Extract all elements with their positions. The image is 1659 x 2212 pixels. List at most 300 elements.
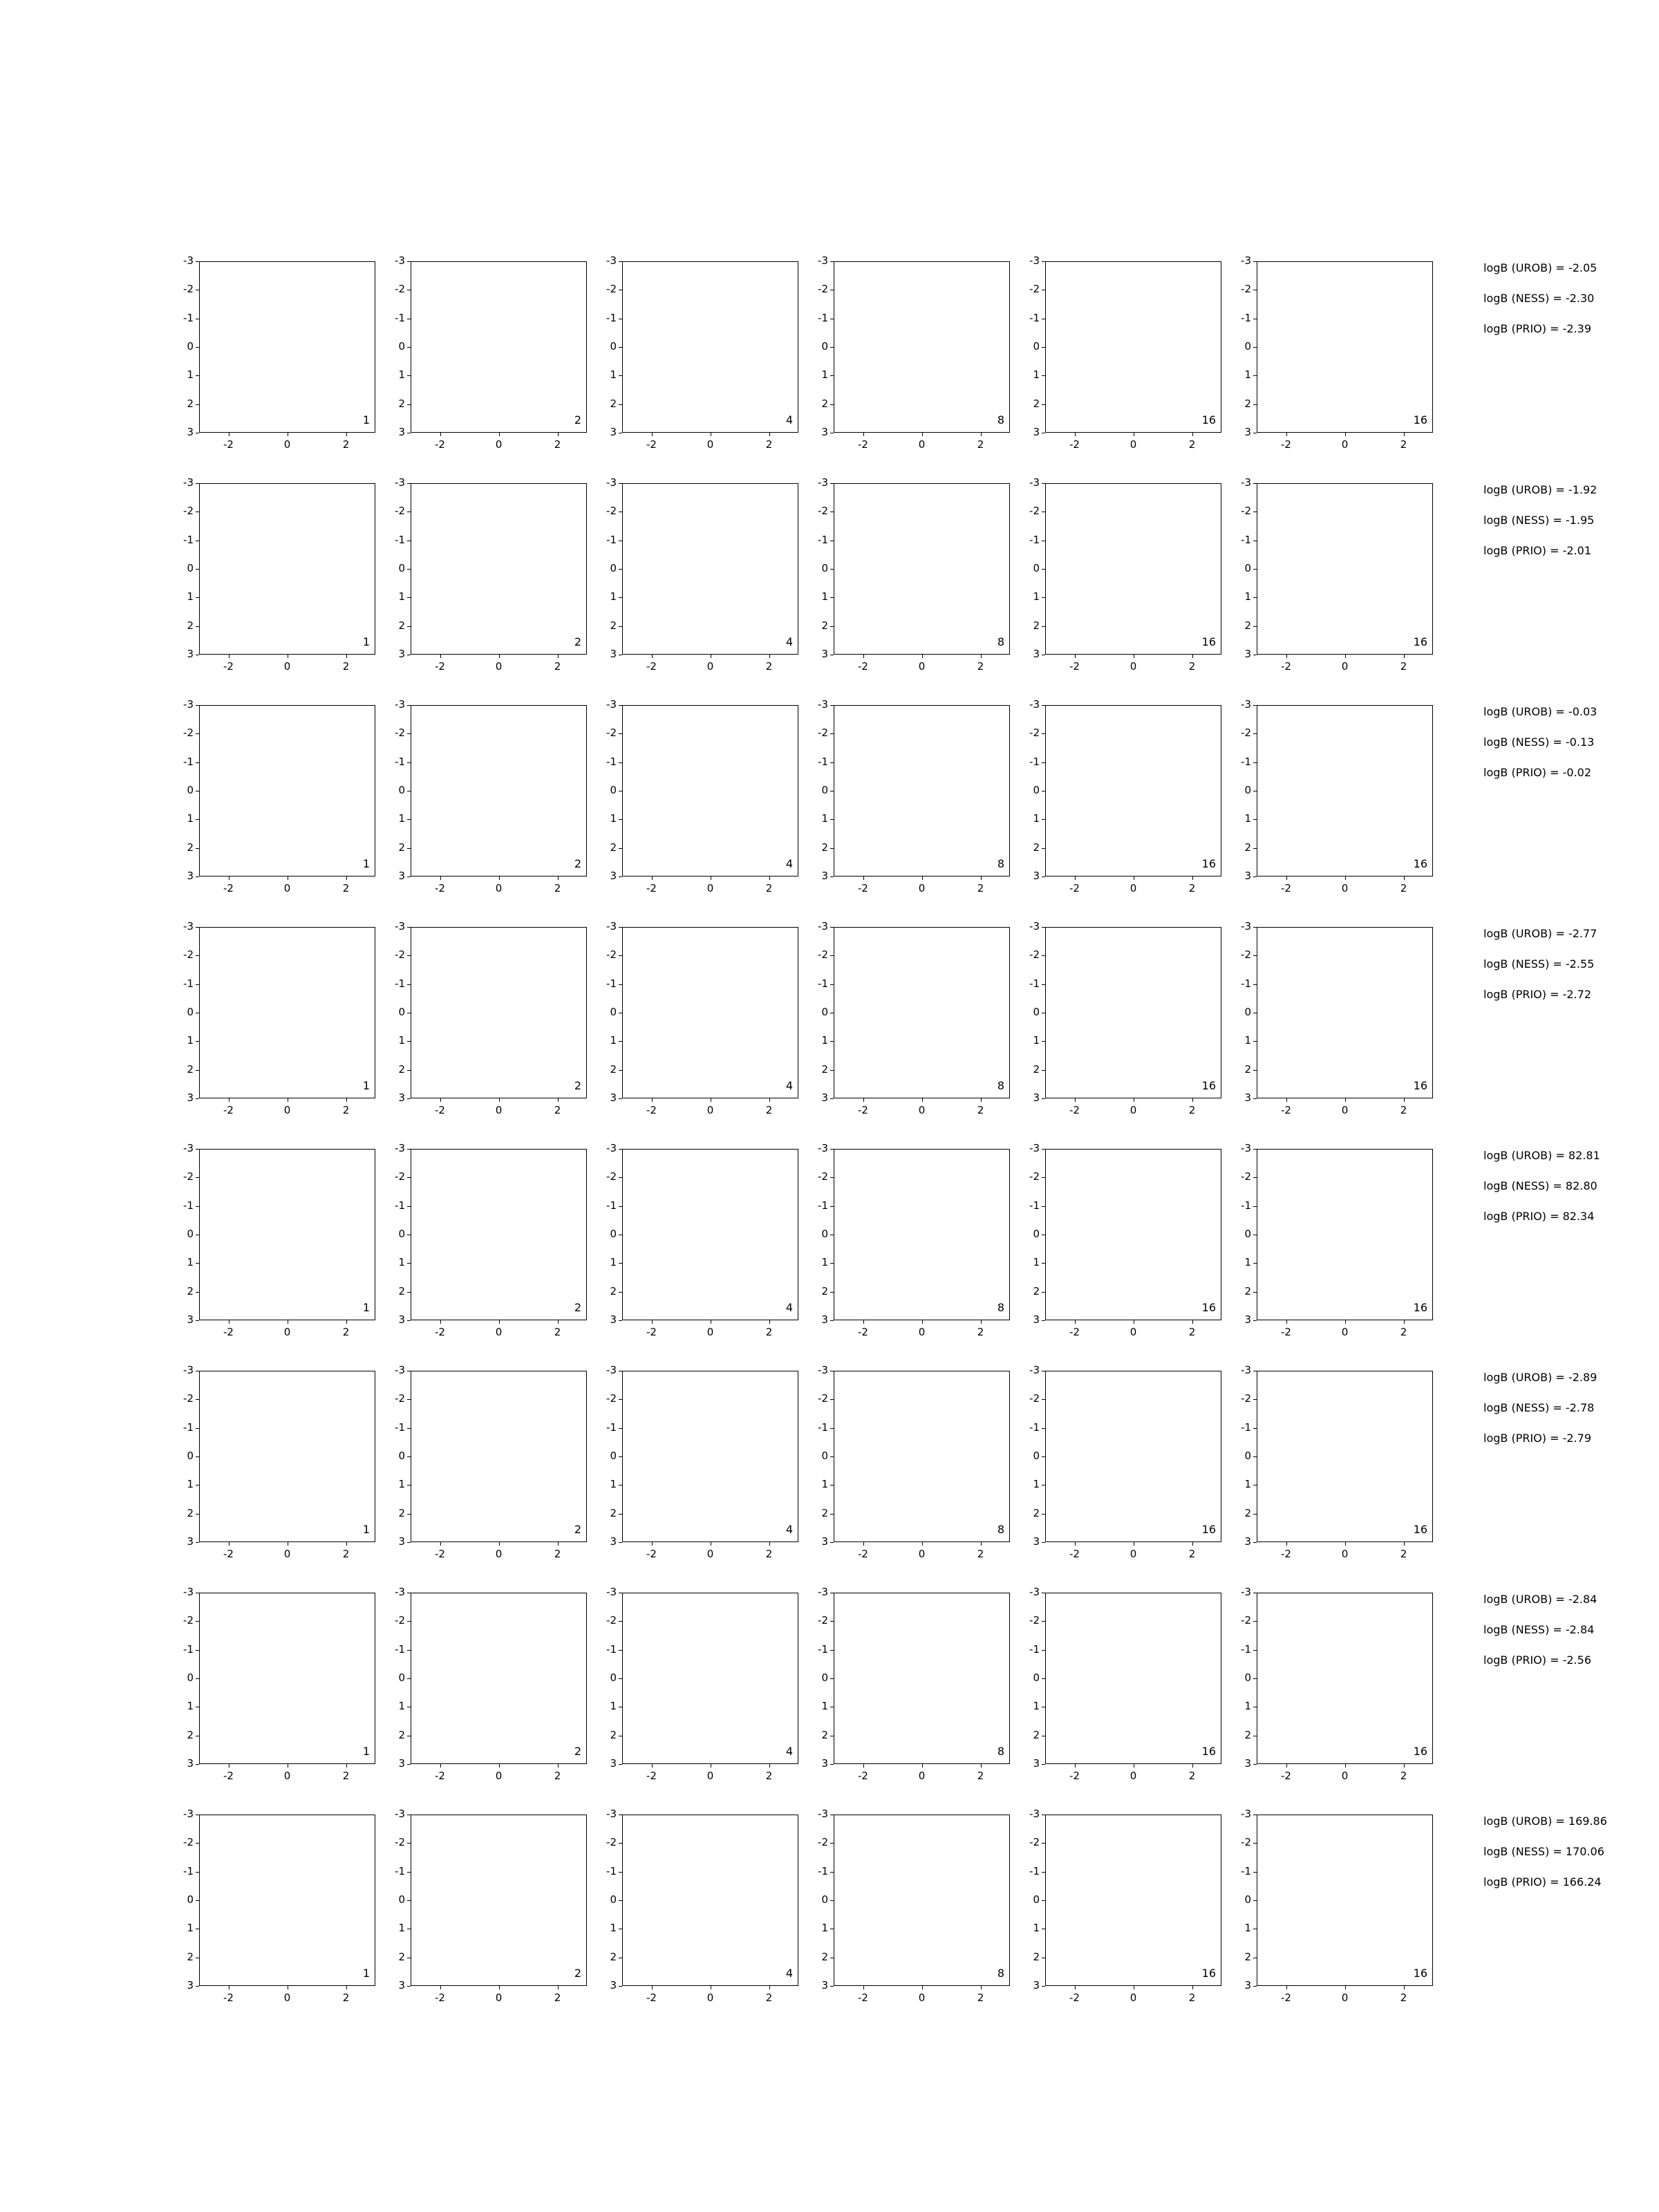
- y-tick: [1042, 1041, 1045, 1042]
- y-tick-label: 0: [821, 562, 828, 574]
- subplot-count-label: 2: [574, 857, 581, 870]
- y-tick: [619, 1986, 622, 1987]
- y-tick: [619, 705, 622, 706]
- y-tick-label: -2: [1241, 505, 1251, 518]
- x-tick: [440, 1098, 441, 1102]
- x-tick-label: -2: [646, 660, 657, 673]
- y-tick: [830, 848, 834, 849]
- x-tick: [922, 877, 923, 880]
- y-tick-label: -1: [1029, 755, 1040, 768]
- x-tick-label: 2: [342, 1104, 350, 1116]
- y-tick-label: 3: [187, 1757, 194, 1770]
- y-tick-label: 3: [1244, 870, 1251, 882]
- subplot-count-label: 4: [785, 1301, 793, 1314]
- subplot-axes: [1045, 1371, 1221, 1542]
- x-tick: [1345, 1764, 1346, 1768]
- x-tick-label: -2: [858, 1770, 868, 1782]
- subplot-count-label: 2: [574, 1967, 581, 1980]
- x-tick: [981, 877, 982, 880]
- y-tick-label: -3: [183, 1586, 194, 1598]
- y-tick-label: -1: [818, 755, 828, 768]
- x-tick-label: 2: [1400, 1991, 1407, 2004]
- y-tick-label: 3: [821, 426, 828, 438]
- logb-line: logB (UROB) = 169.86: [1483, 1815, 1607, 1828]
- y-tick-label: 2: [1244, 841, 1251, 854]
- subplot-axes: [1045, 927, 1221, 1098]
- x-tick-label: -2: [223, 882, 234, 894]
- x-tick-label: 0: [283, 660, 291, 673]
- x-tick: [1192, 1764, 1193, 1768]
- logb-line: logB (NESS) = 170.06: [1483, 1845, 1604, 1858]
- logb-line: logB (NESS) = -2.78: [1483, 1401, 1595, 1414]
- y-tick-label: 2: [821, 397, 828, 410]
- y-tick: [1253, 705, 1257, 706]
- y-tick-label: -2: [395, 1170, 405, 1183]
- x-tick-label: 0: [495, 1104, 503, 1116]
- y-tick: [196, 927, 199, 928]
- x-tick-label: 2: [1400, 1548, 1407, 1560]
- logb-annotation-block: [1483, 1150, 1600, 1241]
- x-tick: [1286, 1098, 1287, 1102]
- y-tick-label: 2: [398, 619, 405, 632]
- y-tick: [619, 597, 622, 598]
- y-tick-label: 3: [821, 1091, 828, 1104]
- x-tick: [558, 433, 559, 436]
- x-tick-label: 0: [283, 438, 291, 451]
- y-tick-label: -3: [818, 1142, 828, 1154]
- y-tick-label: 1: [187, 1922, 194, 1935]
- y-tick: [1253, 1900, 1257, 1901]
- subplot-axes: [1045, 483, 1221, 655]
- y-tick: [619, 404, 622, 405]
- y-tick-label: 2: [398, 1284, 405, 1297]
- y-tick-label: 1: [610, 590, 617, 603]
- x-tick-label: 2: [554, 1991, 561, 2004]
- subplot-axes: [411, 1815, 587, 1986]
- y-tick-label: 1: [1244, 368, 1251, 382]
- y-tick: [1042, 1263, 1045, 1264]
- x-tick: [863, 877, 864, 880]
- subplot-count-label: 1: [362, 1301, 370, 1314]
- x-tick-label: 2: [1188, 438, 1196, 451]
- y-tick-label: 2: [821, 1506, 828, 1519]
- y-tick-label: -3: [1241, 254, 1251, 267]
- subplot-axes: [622, 261, 798, 433]
- subplot-axes: [411, 927, 587, 1098]
- subplot-count-label: 16: [1201, 1523, 1216, 1536]
- x-tick-label: 2: [977, 1326, 984, 1338]
- y-tick-label: -3: [183, 254, 194, 267]
- x-tick-label: 2: [1188, 660, 1196, 673]
- x-tick-label: 0: [283, 1548, 291, 1560]
- y-tick-label: -2: [395, 727, 405, 740]
- y-tick-label: -1: [395, 1642, 405, 1656]
- y-tick-label: -2: [1241, 948, 1251, 962]
- y-tick-label: 3: [821, 1979, 828, 1991]
- y-tick-label: -3: [183, 1808, 194, 1820]
- y-tick-label: 1: [398, 1034, 405, 1047]
- y-tick: [407, 1292, 411, 1293]
- x-tick: [1345, 877, 1346, 880]
- y-tick: [407, 1843, 411, 1844]
- y-tick: [1042, 1900, 1045, 1901]
- y-tick-label: 3: [1033, 1757, 1040, 1770]
- y-tick-label: 2: [610, 841, 617, 854]
- y-tick-label: -2: [818, 1836, 828, 1849]
- y-tick: [196, 733, 199, 734]
- y-tick: [1253, 1263, 1257, 1264]
- y-tick: [407, 1428, 411, 1429]
- x-tick-label: 2: [765, 1770, 773, 1782]
- x-tick-label: -2: [1069, 660, 1080, 673]
- x-tick-label: 0: [495, 1548, 503, 1560]
- y-tick-label: -2: [395, 283, 405, 296]
- x-tick: [558, 1542, 559, 1546]
- y-tick: [1042, 927, 1045, 928]
- x-tick-label: -2: [1069, 1991, 1080, 2004]
- x-tick-label: 0: [1341, 1548, 1349, 1560]
- x-tick-label: -2: [858, 882, 868, 894]
- y-tick-label: 0: [398, 340, 405, 353]
- y-tick: [196, 1621, 199, 1622]
- y-tick-label: -2: [606, 1614, 617, 1627]
- y-tick-label: 1: [398, 590, 405, 603]
- y-tick-label: 3: [1244, 648, 1251, 660]
- y-tick: [196, 848, 199, 849]
- logb-line: logB (UROB) = -2.05: [1483, 261, 1597, 274]
- y-tick-label: -1: [183, 1421, 194, 1434]
- subplot-count-label: 16: [1201, 857, 1216, 870]
- y-tick: [830, 1986, 834, 1987]
- y-tick: [619, 1900, 622, 1901]
- x-tick: [981, 655, 982, 658]
- logb-line: logB (PRIO) = 166.24: [1483, 1875, 1602, 1888]
- y-tick: [196, 1177, 199, 1178]
- y-tick-label: 1: [187, 1034, 194, 1047]
- y-tick: [619, 762, 622, 763]
- y-tick: [196, 347, 199, 348]
- y-tick-label: -3: [395, 698, 405, 711]
- y-tick-label: 0: [1033, 1228, 1040, 1240]
- subplot-count-label: 16: [1413, 1301, 1427, 1314]
- y-tick: [196, 375, 199, 376]
- x-tick: [1404, 1764, 1405, 1768]
- subplot-axes: [1257, 1815, 1433, 1986]
- y-tick: [619, 1514, 622, 1515]
- y-tick-label: 2: [1033, 1284, 1040, 1297]
- y-tick: [407, 483, 411, 484]
- y-tick: [407, 705, 411, 706]
- logb-annotation-block: [1483, 263, 1597, 354]
- x-tick: [1286, 1986, 1287, 1989]
- y-tick: [1042, 626, 1045, 627]
- y-tick-label: -3: [606, 1808, 617, 1820]
- y-tick-label: 2: [398, 397, 405, 410]
- y-tick-label: -2: [1241, 1170, 1251, 1183]
- x-tick: [981, 1764, 982, 1768]
- y-tick-label: 1: [1244, 1256, 1251, 1269]
- subplot-count-label: 8: [997, 1079, 1004, 1092]
- x-tick: [1192, 655, 1193, 658]
- y-tick: [196, 483, 199, 484]
- x-tick: [863, 1098, 864, 1102]
- y-tick-label: 1: [187, 368, 194, 382]
- y-tick-label: -2: [606, 505, 617, 518]
- y-tick: [407, 1456, 411, 1457]
- y-tick-label: 1: [1244, 812, 1251, 825]
- y-tick-label: -2: [395, 1392, 405, 1405]
- x-tick: [346, 1764, 347, 1768]
- y-tick: [1253, 1098, 1257, 1099]
- y-tick: [619, 347, 622, 348]
- x-tick-label: -2: [646, 1104, 657, 1116]
- x-tick-label: 0: [706, 1770, 714, 1782]
- x-tick: [558, 1764, 559, 1768]
- y-tick-label: -2: [1029, 1392, 1040, 1405]
- x-tick-label: 2: [1400, 1770, 1407, 1782]
- y-tick: [196, 1542, 199, 1543]
- y-tick-label: 2: [187, 619, 194, 632]
- x-tick: [1345, 1098, 1346, 1102]
- x-tick-label: 2: [977, 438, 984, 451]
- y-tick-label: -3: [1241, 1586, 1251, 1598]
- y-tick: [1042, 984, 1045, 985]
- y-tick-label: 2: [1244, 619, 1251, 632]
- subplot-count-label: 8: [997, 1523, 1004, 1536]
- x-tick-label: 0: [918, 660, 926, 673]
- y-tick-label: 2: [1244, 1950, 1251, 1963]
- x-tick: [346, 655, 347, 658]
- subplot-axes: [199, 927, 375, 1098]
- y-tick-label: -3: [606, 254, 617, 267]
- x-tick-label: 2: [342, 1770, 350, 1782]
- y-tick: [1253, 1292, 1257, 1293]
- x-tick-label: 0: [283, 1104, 291, 1116]
- y-tick: [830, 404, 834, 405]
- y-tick-label: -1: [818, 533, 828, 546]
- x-tick: [1192, 1320, 1193, 1324]
- x-tick-label: 0: [706, 660, 714, 673]
- x-tick: [499, 1098, 500, 1102]
- x-tick: [922, 1764, 923, 1768]
- x-tick: [863, 433, 864, 436]
- y-tick: [196, 1149, 199, 1150]
- y-tick-label: -2: [818, 1392, 828, 1405]
- x-tick: [652, 1098, 653, 1102]
- y-tick-label: 3: [1033, 1091, 1040, 1104]
- y-tick-label: -1: [1029, 1421, 1040, 1434]
- x-tick-label: 0: [283, 1326, 291, 1338]
- y-tick: [1042, 955, 1045, 956]
- y-tick: [1042, 848, 1045, 849]
- y-tick: [407, 1320, 411, 1321]
- x-tick-label: -2: [435, 660, 445, 673]
- x-tick: [1345, 1320, 1346, 1324]
- y-tick-label: -3: [183, 698, 194, 711]
- subplot-count-label: 1: [362, 1745, 370, 1758]
- y-tick-label: -1: [818, 977, 828, 990]
- y-tick: [407, 597, 411, 598]
- y-tick-label: 2: [610, 397, 617, 410]
- y-tick-label: -3: [818, 698, 828, 711]
- y-tick-label: -1: [1029, 1642, 1040, 1656]
- y-tick-label: 3: [821, 1535, 828, 1548]
- logb-annotation-block: [1483, 1594, 1597, 1685]
- y-tick: [407, 848, 411, 849]
- x-tick: [1345, 1986, 1346, 1989]
- y-tick: [1253, 1678, 1257, 1679]
- subplot-axes: [1257, 261, 1433, 433]
- y-tick: [1042, 1542, 1045, 1543]
- y-tick: [407, 733, 411, 734]
- y-tick-label: -2: [183, 727, 194, 740]
- y-tick-label: 0: [821, 1228, 828, 1240]
- y-tick-label: -2: [818, 1170, 828, 1183]
- y-tick: [196, 1843, 199, 1844]
- y-tick-label: 0: [398, 1893, 405, 1906]
- y-tick: [619, 848, 622, 849]
- x-tick-label: 0: [1341, 1326, 1349, 1338]
- y-tick-label: -2: [1241, 283, 1251, 296]
- y-tick-label: 2: [1244, 1284, 1251, 1297]
- y-tick-label: -2: [1241, 1836, 1251, 1849]
- subplot-count-label: 4: [785, 1079, 793, 1092]
- x-tick-label: 2: [1400, 438, 1407, 451]
- y-tick-label: -2: [818, 1614, 828, 1627]
- x-tick: [1286, 433, 1287, 436]
- y-tick: [1253, 1456, 1257, 1457]
- x-tick-label: 2: [342, 660, 350, 673]
- y-tick: [830, 1263, 834, 1264]
- x-tick-label: 2: [1188, 1548, 1196, 1560]
- y-tick: [1253, 483, 1257, 484]
- subplot-count-label: 4: [785, 413, 793, 427]
- y-tick: [619, 927, 622, 928]
- subplot-axes: [199, 1149, 375, 1320]
- y-tick-label: 3: [610, 1757, 617, 1770]
- x-tick: [863, 1986, 864, 1989]
- y-tick-label: -3: [183, 920, 194, 932]
- y-tick-label: -1: [818, 1642, 828, 1656]
- x-tick: [922, 655, 923, 658]
- subplot-count-label: 8: [997, 1301, 1004, 1314]
- y-tick-label: -2: [183, 1836, 194, 1849]
- y-tick-label: -1: [183, 1199, 194, 1212]
- x-tick: [981, 1542, 982, 1546]
- subplot-count-label: 1: [362, 1079, 370, 1092]
- x-tick-label: 2: [342, 1326, 350, 1338]
- subplot-axes: [199, 1593, 375, 1764]
- x-tick: [558, 1098, 559, 1102]
- subplot-axes: [199, 705, 375, 877]
- x-tick-label: 0: [495, 1991, 503, 2004]
- logb-annotation-block: [1483, 1372, 1597, 1463]
- x-tick-label: 2: [554, 438, 561, 451]
- y-tick: [196, 1456, 199, 1457]
- x-tick: [346, 1098, 347, 1102]
- y-tick: [830, 1098, 834, 1099]
- x-tick-label: 0: [495, 882, 503, 894]
- y-tick-label: 0: [821, 340, 828, 353]
- y-tick-label: -3: [606, 698, 617, 711]
- x-tick-label: 2: [1188, 1770, 1196, 1782]
- y-tick-label: 0: [398, 1450, 405, 1462]
- y-tick-label: 1: [1033, 1478, 1040, 1491]
- x-tick-label: 2: [977, 1548, 984, 1560]
- y-tick-label: -2: [395, 1614, 405, 1627]
- x-tick-label: -2: [223, 1548, 234, 1560]
- x-tick-label: 2: [977, 1770, 984, 1782]
- subplot-axes: [411, 1149, 587, 1320]
- y-tick: [619, 1206, 622, 1207]
- subplot-count-label: 16: [1201, 1079, 1216, 1092]
- y-tick-label: 1: [610, 1478, 617, 1491]
- subplot-axes: [199, 483, 375, 655]
- y-tick-label: 0: [821, 1450, 828, 1462]
- x-tick: [863, 1542, 864, 1546]
- x-tick-label: 0: [706, 1326, 714, 1338]
- subplot-count-label: 1: [362, 1967, 370, 1980]
- x-tick: [981, 433, 982, 436]
- y-tick: [619, 1041, 622, 1042]
- x-tick: [863, 655, 864, 658]
- y-tick-label: 3: [610, 426, 617, 438]
- x-tick: [922, 433, 923, 436]
- y-tick: [619, 261, 622, 262]
- y-tick: [619, 1650, 622, 1651]
- y-tick: [407, 1621, 411, 1622]
- y-tick-label: 3: [1033, 1535, 1040, 1548]
- y-tick-label: -1: [395, 1864, 405, 1877]
- x-tick: [652, 655, 653, 658]
- y-tick: [1042, 1678, 1045, 1679]
- y-tick: [1042, 733, 1045, 734]
- x-tick-label: -2: [858, 1104, 868, 1116]
- y-tick-label: -1: [1241, 311, 1251, 324]
- y-tick-label: 1: [187, 1256, 194, 1269]
- y-tick: [196, 1872, 199, 1873]
- y-tick: [1042, 1070, 1045, 1071]
- x-tick: [440, 1542, 441, 1546]
- y-tick: [830, 762, 834, 763]
- x-tick: [558, 655, 559, 658]
- logb-line: logB (UROB) = -0.03: [1483, 705, 1597, 718]
- subplot-count-label: 2: [574, 635, 581, 648]
- y-tick-label: -2: [1241, 727, 1251, 740]
- x-tick-label: 2: [1188, 1326, 1196, 1338]
- x-tick-label: 0: [1130, 1104, 1137, 1116]
- y-tick-label: 0: [1033, 562, 1040, 574]
- y-tick-label: -3: [818, 476, 828, 489]
- x-tick-label: -2: [858, 660, 868, 673]
- y-tick-label: -2: [1029, 948, 1040, 962]
- x-tick: [499, 1764, 500, 1768]
- y-tick: [407, 1986, 411, 1987]
- y-tick: [1253, 1843, 1257, 1844]
- y-tick-label: 0: [1244, 784, 1251, 796]
- y-tick-label: -1: [606, 1199, 617, 1212]
- y-tick: [1042, 1764, 1045, 1765]
- y-tick-label: 3: [398, 1535, 405, 1548]
- subplot-axes: [834, 1593, 1010, 1764]
- x-tick-label: -2: [435, 1548, 445, 1560]
- y-tick: [407, 1206, 411, 1207]
- y-tick-label: -3: [395, 1142, 405, 1154]
- y-tick: [1253, 1872, 1257, 1873]
- y-tick: [1253, 1206, 1257, 1207]
- x-tick-label: 2: [342, 1991, 350, 2004]
- x-tick: [1286, 1764, 1287, 1768]
